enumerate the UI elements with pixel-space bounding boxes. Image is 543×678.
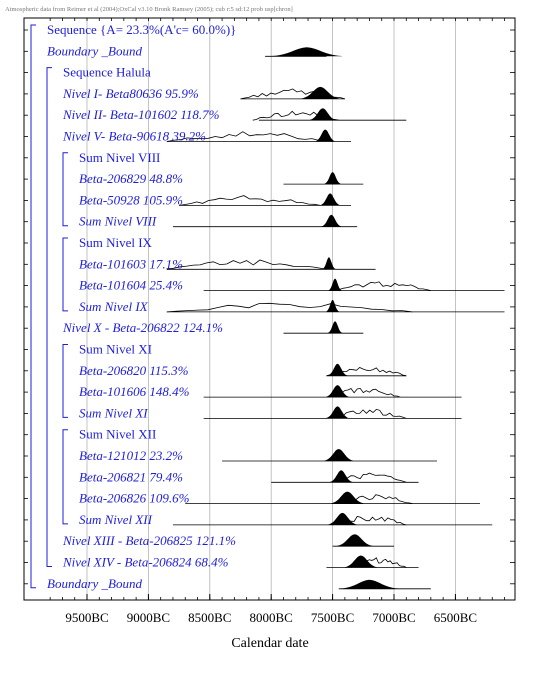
prior-curve	[335, 282, 431, 291]
row-label: Beta-206821 79.4%	[79, 469, 183, 485]
prior-curve	[167, 303, 413, 312]
group-bracket	[47, 68, 52, 567]
row-label: Beta-101604 25.4%	[79, 277, 183, 293]
tick-label-9000: 9000BC	[126, 610, 171, 625]
tick-label-7500: 7500BC	[310, 610, 355, 625]
distributions	[167, 47, 505, 589]
posterior-peak	[316, 130, 335, 142]
row-label: Beta-206826 109.6%	[79, 490, 190, 506]
row-label: Beta-121012 23.2%	[79, 448, 183, 463]
row-label: Nivel X - Beta-206822 124.1%	[63, 320, 223, 336]
posterior-peak	[326, 300, 339, 312]
tick-label-8500: 8500BC	[188, 610, 232, 625]
row-label: Beta-50928 105.9%	[79, 192, 183, 208]
row-label: Sum Nivel XI	[79, 405, 148, 421]
posterior-peak	[324, 449, 353, 461]
prior-curve	[167, 260, 327, 269]
row-label: Sum Nivel XII	[79, 511, 152, 527]
posterior-peak	[330, 470, 352, 482]
posterior-peak	[337, 534, 372, 546]
group-bracket	[63, 345, 68, 418]
group-bracket	[63, 430, 68, 524]
row-label: Nivel I- Beta80636 95.9%	[63, 85, 199, 101]
row-label: Sum Nivel IX	[79, 235, 152, 250]
row-label: Nivel II- Beta-101602 118.7%	[63, 107, 220, 123]
row-label: Sequence {A= 23.3%(A'c= 60.0%)}	[47, 22, 237, 37]
posterior-peak	[326, 406, 348, 418]
row-label: Boundary _Bound	[47, 575, 142, 591]
posterior-peak	[328, 364, 347, 376]
x-axis-title: Calendar date	[231, 636, 309, 651]
group-bracket	[63, 153, 68, 226]
posterior-peak	[272, 47, 342, 56]
group-bracket	[63, 238, 68, 311]
row-label: Beta-101603 17.1%	[79, 256, 183, 272]
row-label: Beta-101606 148.4%	[79, 384, 190, 400]
row-label: Sum Nivel XI	[79, 341, 152, 357]
row-label: Nivel XIII - Beta-206825 121.1%	[63, 533, 236, 549]
tick-label-9500: 9500BC	[65, 610, 109, 625]
tick-label-8000: 8000BC	[249, 610, 293, 625]
posterior-peak	[341, 580, 399, 589]
row-label: Nivel XIV - Beta-206824 68.4%	[63, 554, 229, 570]
posterior-peak	[322, 215, 341, 227]
software-credit: Atmospheric data from Reimer et al (2004);OxCal v3.10 Bronk Ramsey (2005); cub r:5 sd:12 prob usp[chron]	[5, 6, 293, 13]
tick-label-7000: 7000BC	[372, 610, 416, 625]
tick-label-6500: 6500BC	[433, 610, 478, 625]
group-bracket	[31, 25, 36, 588]
row-label: Sequence Halula	[63, 64, 151, 80]
row-label: Sum Nivel VIII	[79, 149, 161, 165]
row-label: Boundary _Bound	[47, 43, 142, 59]
posterior-peak	[326, 385, 348, 397]
row-label: Sum Nivel XII	[79, 426, 157, 442]
posterior-peak	[323, 257, 336, 269]
prior-curve	[179, 196, 320, 206]
posterior-peak	[325, 172, 341, 184]
posterior-peak	[310, 108, 336, 120]
row-labels	[47, 22, 236, 591]
posterior-peak	[321, 193, 340, 205]
row-label: Beta-206820 115.3%	[79, 362, 189, 378]
row-label: Beta-206829 48.8%	[79, 171, 183, 187]
row-label: Sum Nivel IX	[79, 298, 148, 314]
posterior-peak	[301, 87, 339, 99]
row-label: Sum Nivel VIII	[79, 213, 157, 229]
posterior-peak	[328, 321, 342, 333]
posterior-peak	[329, 279, 342, 291]
posterior-peak	[345, 556, 377, 568]
row-label: Nivel V- Beta-90618 39.2%	[63, 128, 206, 144]
